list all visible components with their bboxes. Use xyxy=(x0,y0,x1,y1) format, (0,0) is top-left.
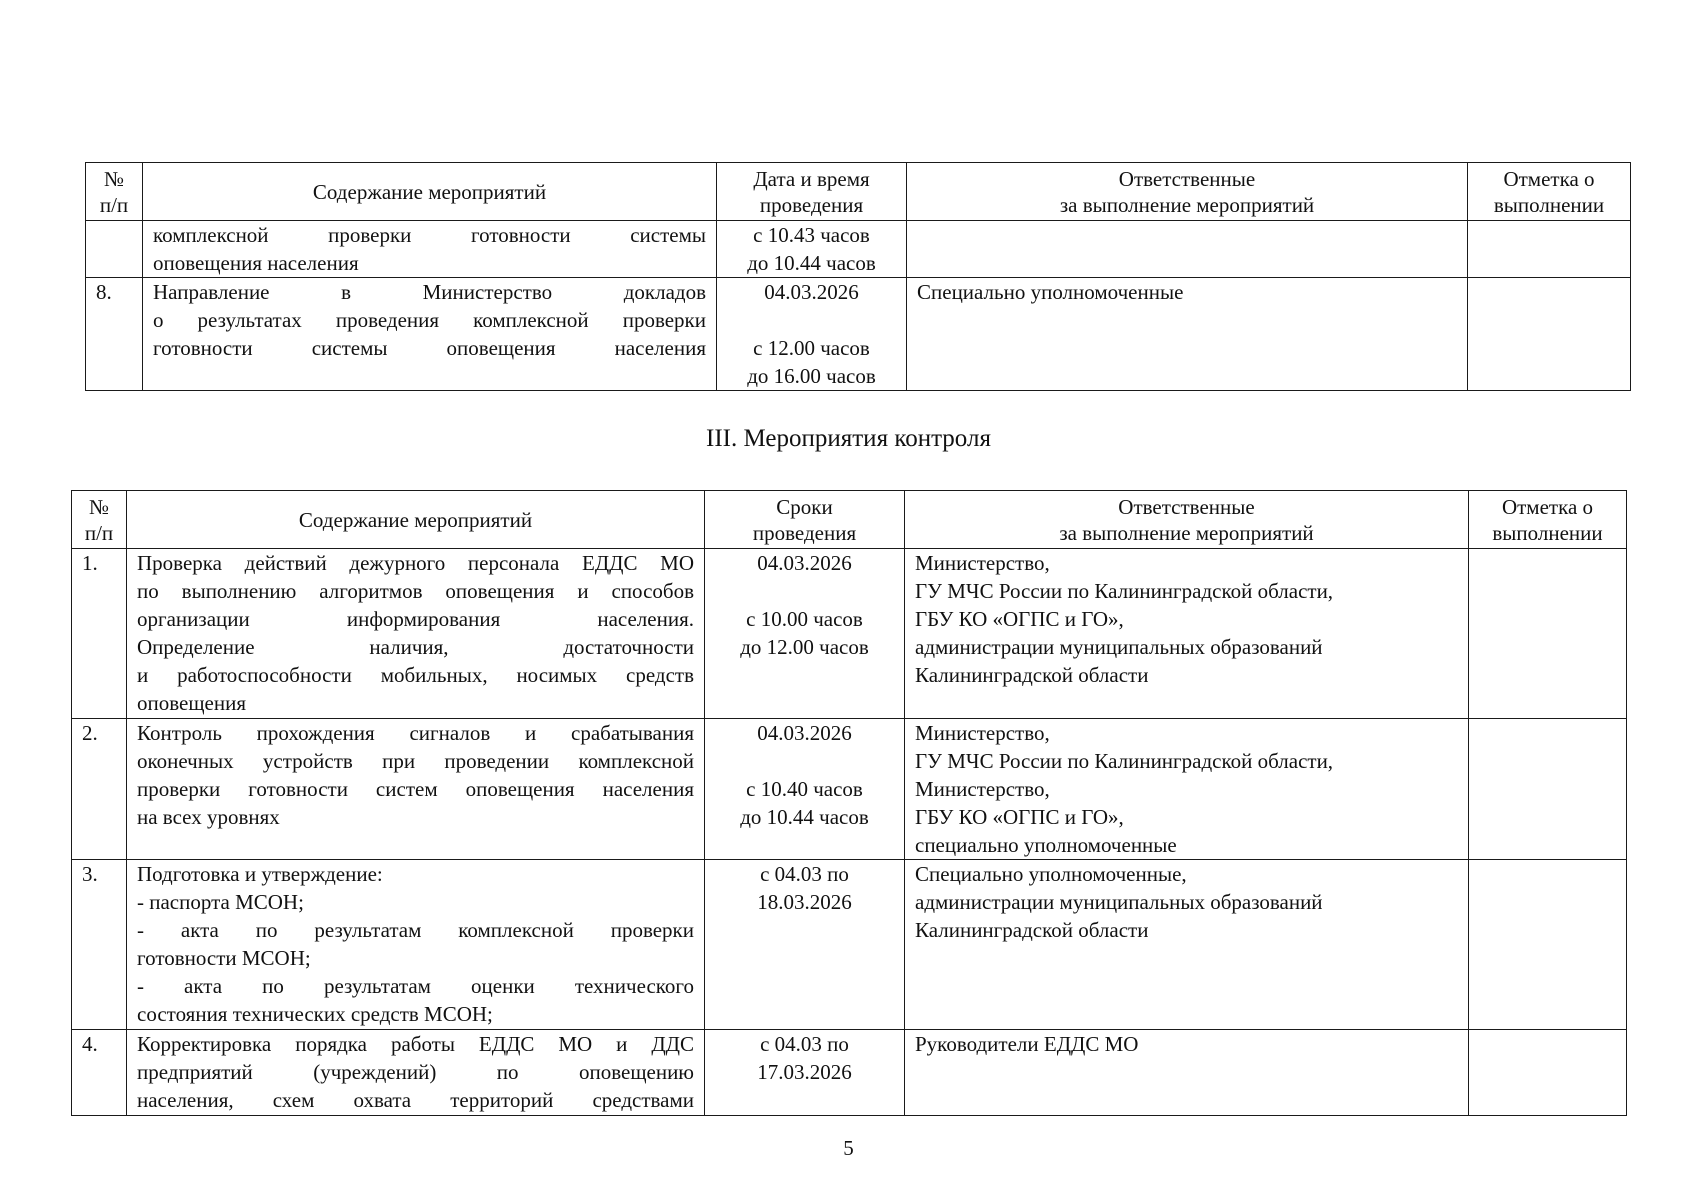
row-number: 4. xyxy=(72,1030,127,1116)
header-content: Содержание мероприятий xyxy=(127,491,705,549)
row-mark xyxy=(1468,278,1631,391)
row-number xyxy=(86,221,143,278)
row-deadline: с 04.03 по 17.03.2026 xyxy=(705,1030,905,1116)
row-content: Подготовка и утверждение: - паспорта МСОН; - акта по результатам комплексной проверки готовности МСОН; - акта по результатам оценки технического состояния технических средств МСОН; xyxy=(127,860,705,1030)
row-deadline: 04.03.2026 с 10.00 часов до 12.00 часов xyxy=(705,549,905,719)
table-row xyxy=(72,860,1627,1030)
table-row xyxy=(72,1030,1627,1116)
header-responsible: Ответственные за выполнение мероприятий xyxy=(907,163,1468,221)
row-mark xyxy=(1469,719,1627,860)
row-responsible xyxy=(907,221,1468,278)
row-content: Корректировка порядка работы ЕДДС МО и ДДС предприятий (учреждений) по оповещению населения, схем охвата территорий средствами xyxy=(127,1030,705,1116)
row-responsible: Специально уполномоченные, администрации муниципальных образований Калининградской области xyxy=(905,860,1469,1030)
row-mark xyxy=(1469,549,1627,719)
page-number: 5 xyxy=(843,1136,854,1160)
row-responsible: Министерство, ГУ МЧС России по Калининградской области, ГБУ КО «ОГПС и ГО», администрации муниципальных образований Калининградской области xyxy=(905,549,1469,719)
header-num: № п/п xyxy=(72,491,127,549)
row-deadline: с 04.03 по 18.03.2026 xyxy=(705,860,905,1030)
header-date: Дата и время проведения xyxy=(717,163,907,221)
row-deadline: 04.03.2026 с 10.40 часов до 10.44 часов xyxy=(705,719,905,860)
section-title: III. Мероприятия контроля xyxy=(706,425,991,452)
table-header-row xyxy=(86,163,1631,221)
header-content: Содержание мероприятий xyxy=(143,163,717,221)
header-mark: Отметка о выполнении xyxy=(1469,491,1627,549)
table-row xyxy=(86,221,1631,278)
row-number: 3. xyxy=(72,860,127,1030)
schedule-table-continued xyxy=(85,162,1631,391)
row-content: Проверка действий дежурного персонала ЕДДС МО по выполнению алгоритмов оповещения и способов организации информирования населения. Определение наличия, достаточности и работоспособности мобильных, носимых средств оповещения xyxy=(127,549,705,719)
row-number: 8. xyxy=(86,278,143,391)
header-mark: Отметка о выполнении xyxy=(1468,163,1631,221)
row-content: комплексной проверки готовности системы оповещения населения xyxy=(143,221,717,278)
row-responsible: Руководители ЕДДС МО xyxy=(905,1030,1469,1116)
row-date: с 10.43 часов до 10.44 часов xyxy=(717,221,907,278)
row-responsible: Министерство, ГУ МЧС России по Калининградской области, Министерство, ГБУ КО «ОГПС и ГО», специально уполномоченные xyxy=(905,719,1469,860)
header-responsible: Ответственные за выполнение мероприятий xyxy=(905,491,1469,549)
row-mark xyxy=(1469,860,1627,1030)
row-date: 04.03.2026 с 12.00 часов до 16.00 часов xyxy=(717,278,907,391)
table-row xyxy=(72,549,1627,719)
row-responsible: Специально уполномоченные xyxy=(907,278,1468,391)
row-mark xyxy=(1469,1030,1627,1116)
table-header-row xyxy=(72,491,1627,549)
header-num: № п/п xyxy=(86,163,143,221)
control-measures-table xyxy=(71,490,1627,1116)
row-mark xyxy=(1468,221,1631,278)
row-content: Контроль прохождения сигналов и срабатывания оконечных устройств при проведении комплексной проверки готовности систем оповещения населения на всех уровнях xyxy=(127,719,705,860)
row-number: 1. xyxy=(72,549,127,719)
row-number: 2. xyxy=(72,719,127,860)
table-row xyxy=(72,719,1627,860)
header-deadline: Сроки проведения xyxy=(705,491,905,549)
table-row xyxy=(86,278,1631,391)
row-content: Направление в Министерство докладов о результатах проведения комплексной проверки готовности системы оповещения населения xyxy=(143,278,717,391)
